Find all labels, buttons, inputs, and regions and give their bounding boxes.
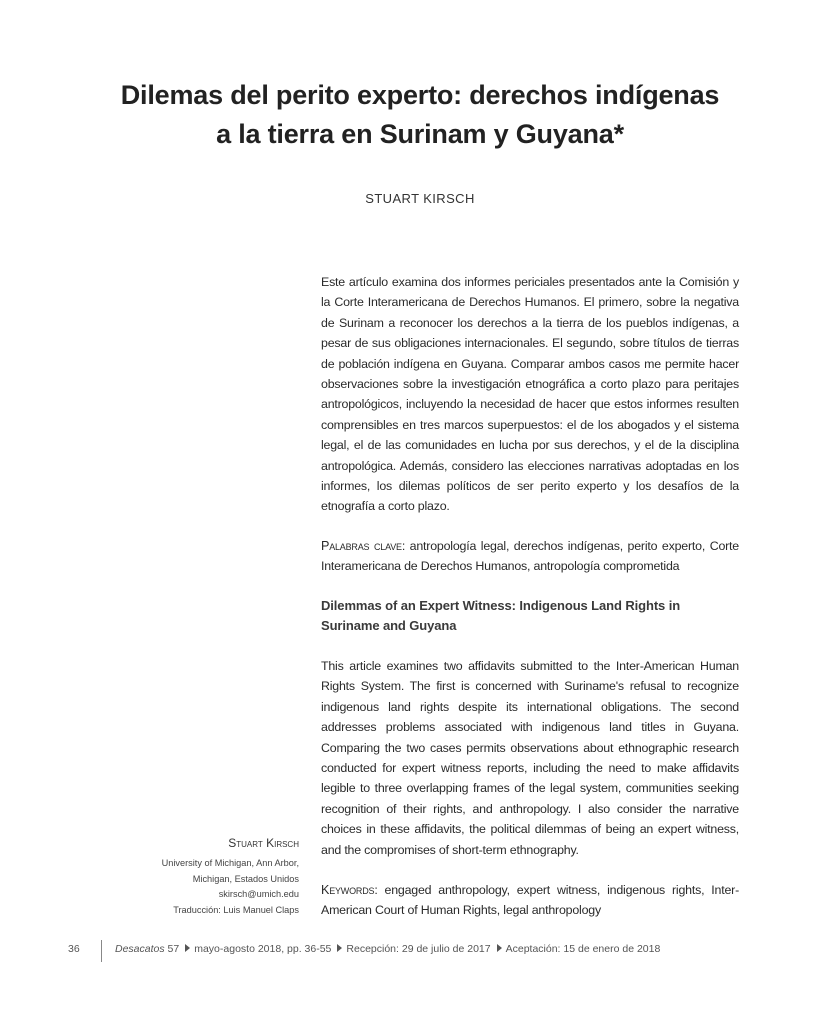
triangle-bullet-icon	[497, 944, 502, 952]
title-line-2: a la tierra en Surinam y Guyana*	[216, 119, 624, 149]
footer-citation	[115, 943, 660, 955]
author-name: STUART KIRSCH	[365, 191, 475, 206]
keywords-spanish-label: Palabras clave	[321, 539, 402, 553]
received-date: Recepción: 29 de julio de 2017	[346, 943, 491, 955]
issue-dates: mayo-agosto 2018, pp. 36-55	[194, 943, 332, 955]
journal-issue: 57	[167, 943, 180, 955]
keywords-english-label: Keywords	[321, 883, 375, 897]
sidebar-email: skirsch@umich.edu	[218, 889, 299, 899]
sidebar-affiliation-2: Michigan, Estados Unidos	[192, 873, 299, 884]
sidebar-author-name: Stuart Kirsch	[228, 836, 299, 850]
abstract-spanish	[321, 272, 739, 517]
sidebar-affiliation-1: University of Michigan, Ann Arbor,	[161, 858, 299, 868]
page-number: 36	[68, 943, 80, 955]
abstract-english	[321, 656, 739, 860]
footer-divider	[101, 940, 102, 962]
page-footer	[0, 942, 815, 960]
title-line-1: Dilemas del perito experto: derechos indígenas	[120, 80, 720, 110]
keywords-english	[321, 880, 739, 921]
triangle-bullet-icon	[185, 944, 190, 952]
keywords-colon: :	[374, 883, 385, 897]
keywords-colon: :	[401, 539, 410, 553]
author-info-sidebar	[110, 834, 299, 918]
accepted-date: Aceptación: 15 de enero de 2018	[505, 943, 661, 955]
keywords-spanish	[321, 536, 739, 577]
keywords-english-text: engaged anthropology, expert witness, indigenous rights, Inter-American Court of Human Rights, legal anthropology	[321, 883, 739, 918]
abstract-english-text: This article examines two affidavits submitted to the Inter-American Human Rights System. The first is concerned with Suriname's refusal to recognize indigenous land rights despite its international obligations. The second addresses problems associated with indigenous land titles in Guyana. Comparing the two cases permits observations about ethnographic research conducted for expert witness reports, including the need to make affidavits legible to three overlapping frames of the legal system, communities seeking recognition of their rights, and anthropology. I also consider the narrative choices in these affidavits, the political dilemmas of being an expert witness, and the compromises of short-term ethnography.	[321, 659, 739, 857]
journal-name: Desacatos	[115, 943, 165, 955]
triangle-bullet-icon	[337, 944, 342, 952]
keywords-spanish-text: antropología legal, derechos indígenas, perito experto, Corte Interamericana de Derechos Humanos, antropología comprometida	[321, 539, 739, 574]
abstract-spanish-text: Este artículo examina dos informes periciales presentados ante la Comisión y la Corte Interamericana de Derechos Humanos. El primero, sobre la negativa de Surinam a reconocer los derechos a la tierra de los pueblos indígenas, a pesar de sus obligaciones internacionales. El segundo, sobre títulos de tierras de población indígena en Guyana. Comparar ambos casos me permite hacer observaciones sobre la investigación etnográfica a corto plazo para peritajes antropológicos, incluyendo la necesidad de hacer que estos informes resulten comprensibles en tres marcos superpuestos: el de los abogados y el sistema legal, el de las comunidades en lucha por sus derechos, y el de la disciplina antropológica. Además, considero las elecciones narrativas adoptadas en los informes, los dilemas políticos de ser perito experto y los desafíos de la etnografía a corto plazo.	[321, 275, 739, 514]
article-title	[60, 76, 780, 154]
sidebar-translation: Traducción: Luis Manuel Claps	[173, 904, 299, 915]
english-title: Dilemmas of an Expert Witness: Indigenous Land Rights in Suriname and Guyana	[321, 598, 681, 634]
